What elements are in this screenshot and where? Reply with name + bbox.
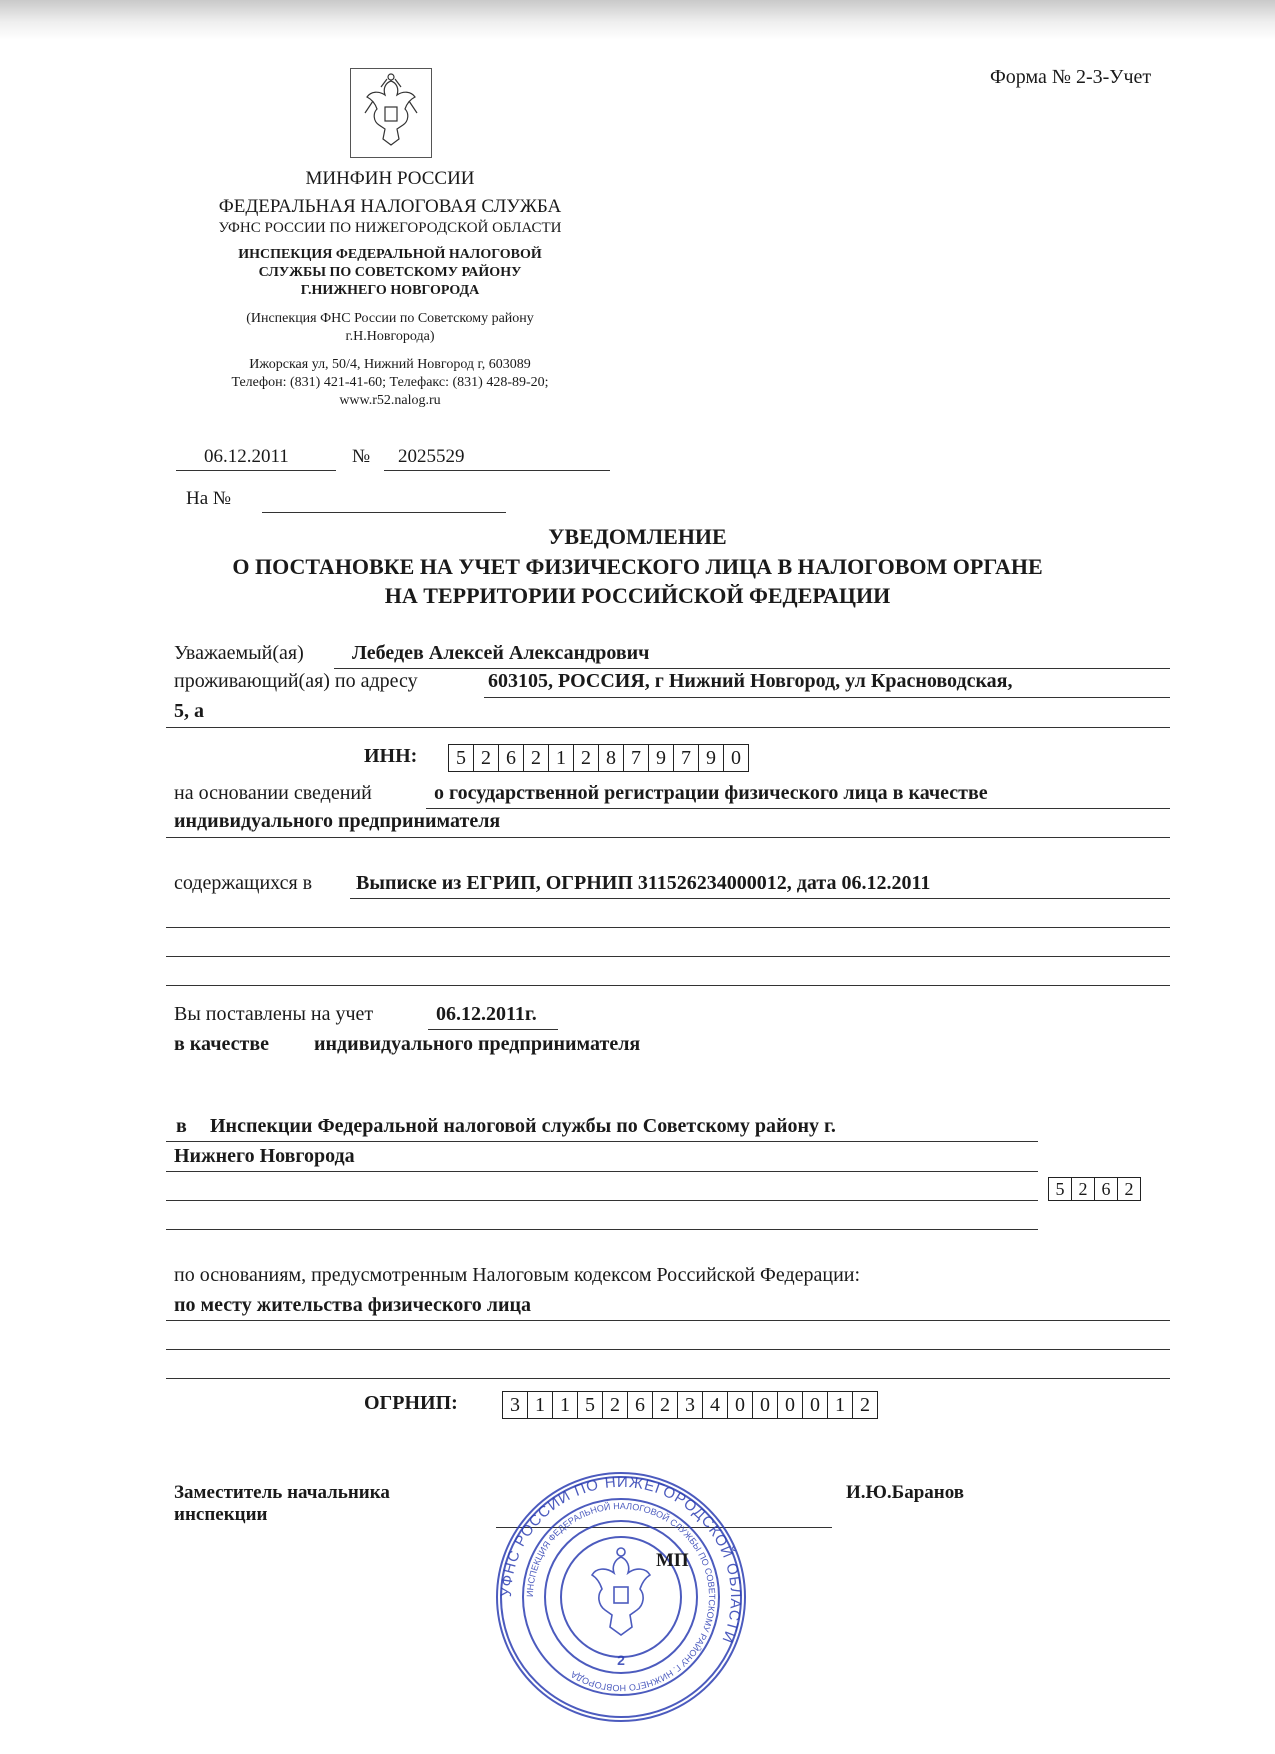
- basis-line2-underline: [166, 837, 1170, 838]
- capacity-label: в качестве: [174, 1033, 269, 1055]
- form-number: Форма № 2-3-Учет: [990, 66, 1152, 88]
- ministry-name: МИНФИН РОССИИ: [305, 168, 475, 189]
- registration-date-underline: [428, 1029, 558, 1030]
- ogrnip-digit: 3: [503, 1392, 528, 1418]
- person-name: Лебедев Алексей Александрович: [352, 642, 650, 664]
- blank-line: [166, 1378, 1170, 1379]
- basis-text-line2: индивидуального предпринимателя: [174, 810, 501, 832]
- ogrnip-cells: [502, 1391, 878, 1419]
- inn-digit: 2: [524, 745, 549, 771]
- inn-digit: 9: [649, 745, 674, 771]
- ogrnip-digit: 2: [860, 1394, 870, 1416]
- authority-line2-underline: [166, 1171, 1038, 1172]
- source-text: Выписке из ЕГРИП, ОГРНИП 311526234000012, дата 06.12.2011: [356, 872, 931, 894]
- grounds-label: по основаниям, предусмотренным Налоговым кодексом Российской Федерации:: [174, 1264, 861, 1286]
- date-underline: [176, 470, 336, 471]
- basis-text-line1: о государственной регистрации физического лица в качестве: [434, 782, 988, 804]
- document-date: 06.12.2011: [204, 446, 289, 467]
- ogrnip-digit: 0: [753, 1392, 778, 1418]
- inn-cells: [448, 744, 749, 772]
- authority-code-digit: 2: [1072, 1178, 1095, 1200]
- blank-line: [166, 956, 1170, 957]
- address-line2: 5, а: [174, 700, 204, 722]
- inn-digit: 1: [549, 745, 574, 771]
- seal-eagle-icon: [592, 1548, 650, 1635]
- ogrnip-digit: 2: [653, 1392, 678, 1418]
- address-underline: [484, 697, 1170, 698]
- inn-digit: 2: [574, 745, 599, 771]
- inspection-contacts: Ижорская ул, 50/4, Нижний Новгород г, 603089 Телефон: (831) 421-41-60; Телефакс: (831) 428-89-20; www.r52.nalog.ru: [231, 357, 549, 408]
- ogrnip-digit: 2: [603, 1392, 628, 1418]
- ogrnip-digit: 0: [803, 1392, 828, 1418]
- document-title: УВЕДОМЛЕНИЕ: [548, 524, 727, 549]
- official-seal: [492, 1465, 750, 1730]
- blank-line: [166, 1229, 1038, 1230]
- coat-of-arms-emblem: [350, 68, 432, 158]
- service-name: ФЕДЕРАЛЬНАЯ НАЛОГОВАЯ СЛУЖБА: [218, 196, 562, 217]
- number-label: №: [352, 446, 371, 467]
- address-line1: 603105, РОССИЯ, г Нижний Новгород, ул Красноводская,: [488, 670, 1013, 692]
- inn-digit: 9: [699, 745, 724, 771]
- name-underline: [334, 668, 1170, 669]
- regional-office: УФНС РОССИИ ПО НИЖЕГОРОДСКОЙ ОБЛАСТИ: [218, 220, 562, 236]
- grounds-text: по месту жительства физического лица: [174, 1294, 532, 1316]
- stamp-mark: МП: [656, 1550, 689, 1571]
- authority-line2: Нижнего Новгорода: [174, 1145, 355, 1167]
- address-label: проживающий(ая) по адресу: [174, 670, 418, 692]
- inn-digit: 7: [674, 745, 699, 771]
- document-title-line2: О ПОСТАНОВКЕ НА УЧЕТ ФИЗИЧЕСКОГО ЛИЦА В НАЛОГОВОМ ОРГАНЕ: [232, 554, 1043, 579]
- inn-digit: 5: [449, 745, 474, 771]
- source-underline: [350, 898, 1170, 899]
- authority-code-digit: 2: [1124, 1179, 1134, 1199]
- source-label: содержащихся в: [174, 872, 313, 894]
- paper-fold: [0, 0, 1275, 40]
- blank-line: [166, 1200, 1038, 1201]
- ogrnip-digit: 5: [578, 1392, 603, 1418]
- inn-digit: 2: [474, 745, 499, 771]
- registration-label: Вы поставлены на учет: [174, 1003, 374, 1025]
- authority-underline: [166, 1141, 1038, 1142]
- capacity-value: индивидуального предпринимателя: [314, 1033, 641, 1055]
- seal-outer-text: УФНС РОССИИ ПО НИЖЕГОРОДСКОЙ ОБЛАСТИ: [497, 1473, 745, 1646]
- seal-number: 2: [617, 1652, 625, 1668]
- ogrnip-digit: 1: [528, 1392, 553, 1418]
- inspection-short-name: (Инспекция ФНС России по Советскому району г.Н.Новгорода): [246, 311, 534, 344]
- reply-label: На №: [186, 488, 232, 509]
- seal-inner-text: ИНСПЕКЦИЯ ФЕДЕРАЛЬНОЙ НАЛОГОВОЙ СЛУЖБЫ ПО СОВЕТСКОМУ РАЙОНУ Г. НИЖНЕГО НОВГОРОДА: [524, 1500, 718, 1694]
- authority-code-cells: [1048, 1177, 1141, 1201]
- grounds-underline: [166, 1320, 1170, 1321]
- authority-code-digit: 5: [1049, 1178, 1072, 1200]
- inn-digit: 7: [624, 745, 649, 771]
- ogrnip-label: ОГРНИП:: [364, 1392, 458, 1414]
- ogrnip-digit: 1: [553, 1392, 578, 1418]
- blank-line: [166, 927, 1170, 928]
- ogrnip-digit: 0: [728, 1392, 753, 1418]
- ogrnip-digit: 3: [678, 1392, 703, 1418]
- inn-digit: 6: [499, 745, 524, 771]
- reply-underline: [262, 512, 506, 513]
- document-number: 2025529: [398, 446, 465, 467]
- ogrnip-digit: 6: [628, 1392, 653, 1418]
- basis-underline: [426, 808, 1170, 809]
- blank-line: [166, 1349, 1170, 1350]
- signatory-name: И.Ю.Баранов: [846, 1482, 965, 1503]
- ogrnip-digit: 0: [778, 1392, 803, 1418]
- document-title-line3: НА ТЕРРИТОРИИ РОССИЙСКОЙ ФЕДЕРАЦИИ: [384, 583, 891, 608]
- address-line2-underline: [166, 727, 1170, 728]
- number-underline: [384, 470, 610, 471]
- basis-label: на основании сведений: [174, 782, 372, 804]
- inn-label: ИНН:: [364, 745, 418, 767]
- authority-line1: Инспекции Федеральной налоговой службы по Советскому району г.: [210, 1115, 836, 1137]
- authority-prefix: в: [176, 1115, 187, 1137]
- inn-digit: 0: [731, 747, 741, 769]
- registration-date: 06.12.2011г.: [436, 1003, 537, 1025]
- inspection-name: ИНСПЕКЦИЯ ФЕДЕРАЛЬНОЙ НАЛОГОВОЙ СЛУЖБЫ ПО СОВЕТСКОМУ РАЙОНУ Г.НИЖНЕГО НОВГОРОДА: [238, 247, 542, 298]
- authority-code-digit: 6: [1095, 1178, 1118, 1200]
- blank-line: [166, 985, 1170, 986]
- salutation-label: Уважаемый(ая): [174, 642, 304, 664]
- ogrnip-digit: 1: [828, 1392, 853, 1418]
- inn-digit: 8: [599, 745, 624, 771]
- signatory-position: Заместитель начальника инспекции: [174, 1482, 390, 1525]
- ogrnip-digit: 4: [703, 1392, 728, 1418]
